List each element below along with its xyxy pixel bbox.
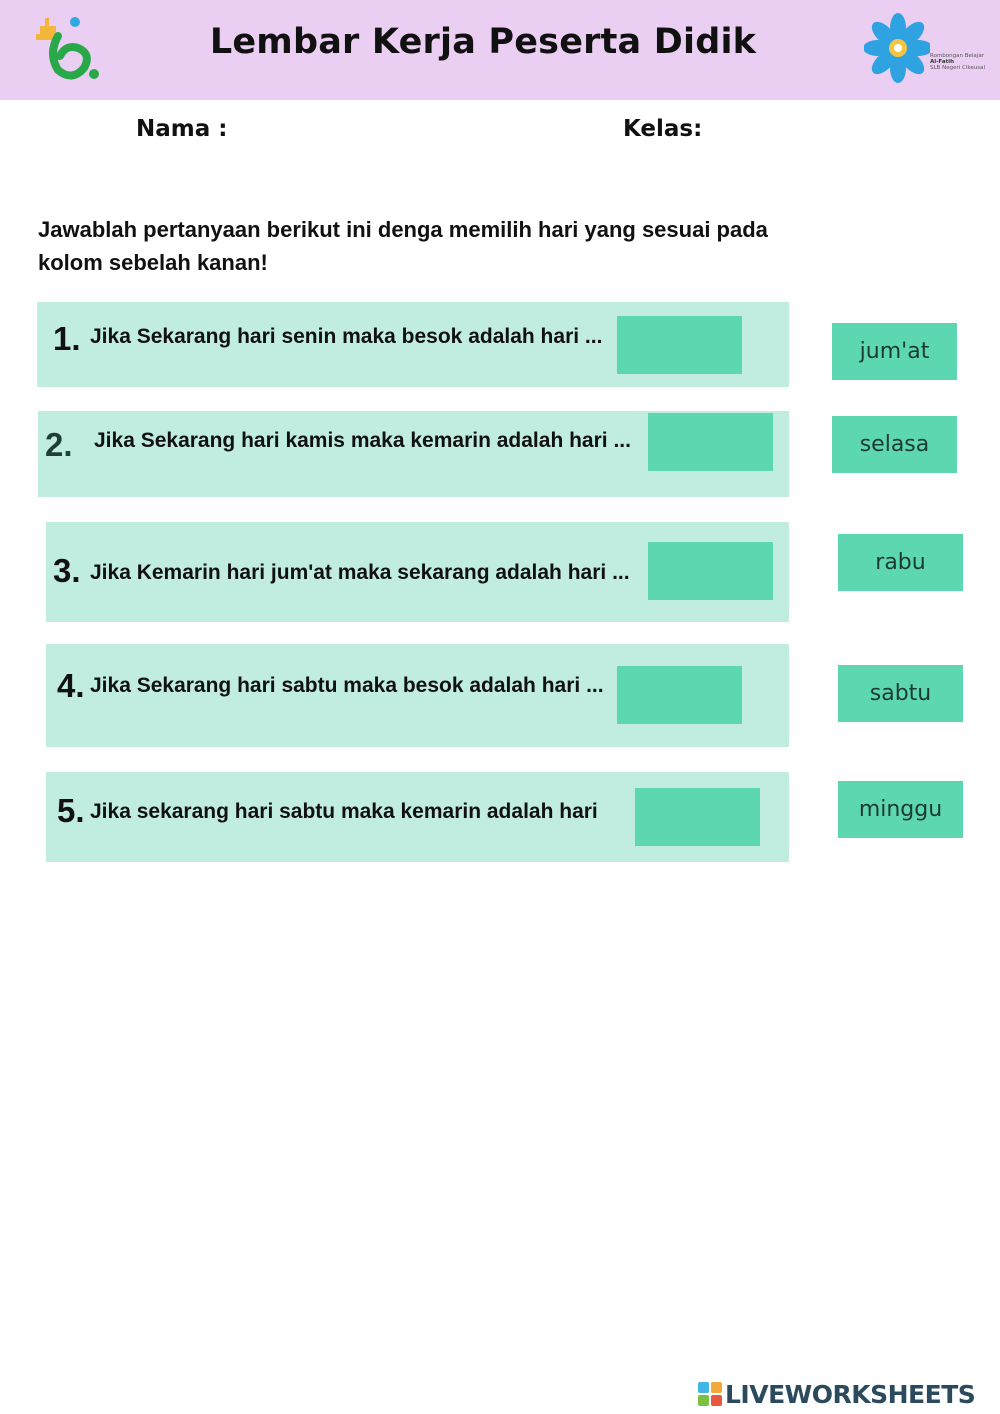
flower-logo-icon — [864, 12, 930, 84]
liveworksheets-logo-icon — [697, 1381, 723, 1407]
question-text: Jika Kemarin hari jum'at maka sekarang adalah hari ... — [90, 561, 630, 584]
rombel-logo — [864, 12, 984, 84]
question-text: Jika Sekarang hari sabtu maka besok adalah hari ... — [90, 674, 604, 697]
name-label: Nama : — [136, 116, 228, 142]
brand-text: LIVEWORKSHEETS — [725, 1379, 976, 1409]
question-row-1 — [37, 302, 789, 387]
logo-line-3: SLB Negeri Cikeusal — [930, 65, 985, 71]
option-jumat[interactable]: jum'at — [832, 323, 957, 380]
question-text: Jika Sekarang hari kamis maka kemarin adalah hari ... — [94, 429, 631, 452]
question-text: Jika sekarang hari sabtu maka kemarin adalah hari — [90, 800, 598, 823]
question-text: Jika Sekarang hari senin maka besok adalah hari ... — [90, 325, 603, 348]
question-number: 4. — [57, 667, 85, 704]
logo-line-1: Rombongan Belajar — [930, 53, 984, 59]
answer-drop-slot-2[interactable] — [648, 413, 773, 471]
option-rabu[interactable]: rabu — [838, 534, 963, 591]
answer-drop-slot-4[interactable] — [617, 666, 742, 724]
question-row-4 — [46, 644, 789, 747]
instruction-text: Jawablah pertanyaan berikut ini denga memilih hari yang sesuai pada kolom sebelah kanan! — [38, 217, 768, 275]
liveworksheets-brand — [697, 1377, 975, 1411]
question-row-5 — [46, 772, 789, 862]
option-selasa[interactable]: selasa — [832, 416, 957, 473]
class-label: Kelas: — [623, 116, 703, 142]
answer-drop-slot-3[interactable] — [648, 542, 773, 600]
page-title: Lembar Kerja Peserta Didik — [209, 22, 757, 62]
option-sabtu[interactable]: sabtu — [838, 665, 963, 722]
option-minggu[interactable]: minggu — [838, 781, 963, 838]
answer-drop-slot-1[interactable] — [617, 316, 742, 374]
question-number: 5. — [57, 792, 85, 829]
question-row-3 — [46, 522, 789, 622]
question-row-2 — [38, 411, 789, 497]
answer-drop-slot-5[interactable] — [635, 788, 760, 846]
logo-line-2: Al-Fatih — [930, 59, 955, 65]
question-number: 2. — [45, 426, 73, 463]
header-banner — [0, 0, 1000, 100]
question-number: 3. — [53, 552, 81, 589]
question-number: 1. — [53, 320, 81, 357]
